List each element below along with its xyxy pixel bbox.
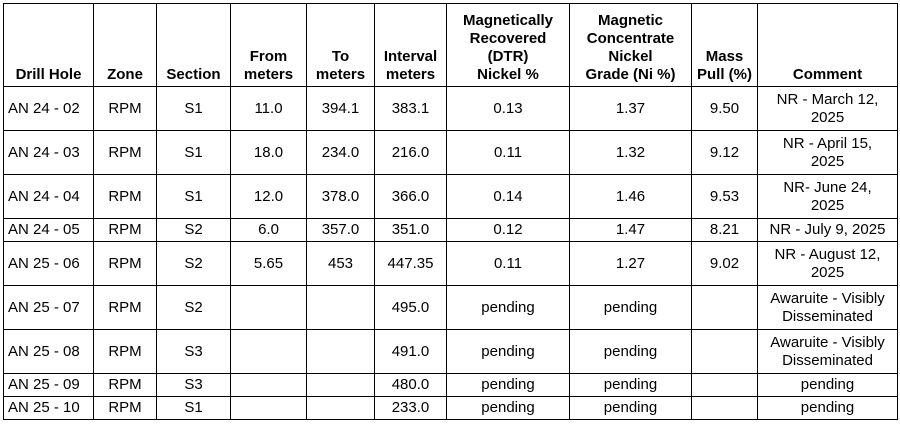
cell-interval: 491.0	[375, 330, 447, 374]
cell-dtr: 0.11	[447, 131, 570, 175]
cell-drill-hole: AN 25 - 06	[4, 242, 94, 286]
cell-comment: NR - July 9, 2025	[758, 219, 898, 242]
header-section: Section	[157, 4, 231, 87]
cell-comment: NR- June 24, 2025	[758, 175, 898, 219]
cell-grade: pending	[570, 397, 692, 420]
header-drill-hole: Drill Hole	[4, 4, 94, 87]
drill-results-table	[3, 3, 898, 420]
cell-comment: Awaruite - Visibly Disseminated	[758, 330, 898, 374]
cell-dtr: pending	[447, 286, 570, 330]
cell-interval: 480.0	[375, 374, 447, 397]
cell-mass-pull	[692, 374, 758, 397]
cell-zone: RPM	[94, 131, 157, 175]
table-row	[4, 242, 898, 286]
cell-to: 453	[307, 242, 375, 286]
cell-grade: 1.32	[570, 131, 692, 175]
table-row	[4, 397, 898, 420]
cell-interval: 351.0	[375, 219, 447, 242]
cell-drill-hole: AN 24 - 02	[4, 87, 94, 131]
cell-section: S2	[157, 219, 231, 242]
cell-grade: 1.27	[570, 242, 692, 286]
cell-from: 11.0	[231, 87, 307, 131]
cell-grade: pending	[570, 374, 692, 397]
cell-interval: 366.0	[375, 175, 447, 219]
cell-section: S1	[157, 131, 231, 175]
cell-drill-hole: AN 25 - 09	[4, 374, 94, 397]
cell-dtr: pending	[447, 397, 570, 420]
cell-interval: 383.1	[375, 87, 447, 131]
table-row	[4, 374, 898, 397]
cell-interval: 233.0	[375, 397, 447, 420]
cell-from	[231, 330, 307, 374]
cell-drill-hole: AN 25 - 10	[4, 397, 94, 420]
cell-zone: RPM	[94, 219, 157, 242]
cell-mass-pull: 8.21	[692, 219, 758, 242]
cell-mass-pull	[692, 330, 758, 374]
table-row	[4, 219, 898, 242]
cell-zone: RPM	[94, 87, 157, 131]
header-comment: Comment	[758, 4, 898, 87]
cell-section: S3	[157, 330, 231, 374]
cell-section: S2	[157, 242, 231, 286]
cell-section: S2	[157, 286, 231, 330]
cell-dtr: pending	[447, 374, 570, 397]
cell-from	[231, 374, 307, 397]
cell-zone: RPM	[94, 397, 157, 420]
cell-dtr: 0.12	[447, 219, 570, 242]
header-zone: Zone	[94, 4, 157, 87]
cell-comment: NR - August 12, 2025	[758, 242, 898, 286]
cell-zone: RPM	[94, 175, 157, 219]
cell-section: S1	[157, 397, 231, 420]
cell-dtr: 0.11	[447, 242, 570, 286]
header-dtr-nickel: Magnetically Recovered (DTR) Nickel %	[447, 4, 570, 87]
table-row	[4, 330, 898, 374]
cell-mass-pull	[692, 397, 758, 420]
cell-drill-hole: AN 24 - 03	[4, 131, 94, 175]
header-to-meters: To meters	[307, 4, 375, 87]
cell-to: 357.0	[307, 219, 375, 242]
cell-interval: 495.0	[375, 286, 447, 330]
cell-to	[307, 397, 375, 420]
header-interval-meters: Interval meters	[375, 4, 447, 87]
header-from-meters: From meters	[231, 4, 307, 87]
cell-comment: pending	[758, 397, 898, 420]
cell-from: 12.0	[231, 175, 307, 219]
cell-zone: RPM	[94, 374, 157, 397]
cell-comment: pending	[758, 374, 898, 397]
cell-mass-pull: 9.53	[692, 175, 758, 219]
cell-from: 5.65	[231, 242, 307, 286]
cell-comment: NR - March 12, 2025	[758, 87, 898, 131]
cell-from	[231, 286, 307, 330]
cell-mass-pull: 9.02	[692, 242, 758, 286]
header-mass-pull: Mass Pull (%)	[692, 4, 758, 87]
cell-grade: 1.47	[570, 219, 692, 242]
cell-zone: RPM	[94, 242, 157, 286]
cell-grade: pending	[570, 286, 692, 330]
cell-zone: RPM	[94, 286, 157, 330]
cell-to: 378.0	[307, 175, 375, 219]
cell-drill-hole: AN 25 - 07	[4, 286, 94, 330]
cell-drill-hole: AN 24 - 05	[4, 219, 94, 242]
table-row	[4, 286, 898, 330]
cell-mass-pull	[692, 286, 758, 330]
cell-section: S1	[157, 87, 231, 131]
cell-dtr: 0.13	[447, 87, 570, 131]
cell-interval: 216.0	[375, 131, 447, 175]
cell-to	[307, 374, 375, 397]
cell-zone: RPM	[94, 330, 157, 374]
cell-comment: NR - April 15, 2025	[758, 131, 898, 175]
cell-grade: 1.37	[570, 87, 692, 131]
cell-drill-hole: AN 24 - 04	[4, 175, 94, 219]
cell-grade: 1.46	[570, 175, 692, 219]
cell-dtr: pending	[447, 330, 570, 374]
cell-interval: 447.35	[375, 242, 447, 286]
cell-mass-pull: 9.12	[692, 131, 758, 175]
cell-mass-pull: 9.50	[692, 87, 758, 131]
cell-to: 234.0	[307, 131, 375, 175]
cell-from: 6.0	[231, 219, 307, 242]
cell-from	[231, 397, 307, 420]
cell-grade: pending	[570, 330, 692, 374]
cell-comment: Awaruite - Visibly Disseminated	[758, 286, 898, 330]
cell-to	[307, 330, 375, 374]
cell-drill-hole: AN 25 - 08	[4, 330, 94, 374]
header-concentrate-grade: Magnetic Concentrate Nickel Grade (Ni %)	[570, 4, 692, 87]
header-row	[4, 4, 898, 87]
cell-from: 18.0	[231, 131, 307, 175]
table-row	[4, 175, 898, 219]
cell-dtr: 0.14	[447, 175, 570, 219]
cell-to	[307, 286, 375, 330]
table-row	[4, 87, 898, 131]
cell-section: S3	[157, 374, 231, 397]
cell-to: 394.1	[307, 87, 375, 131]
table-row	[4, 131, 898, 175]
cell-section: S1	[157, 175, 231, 219]
